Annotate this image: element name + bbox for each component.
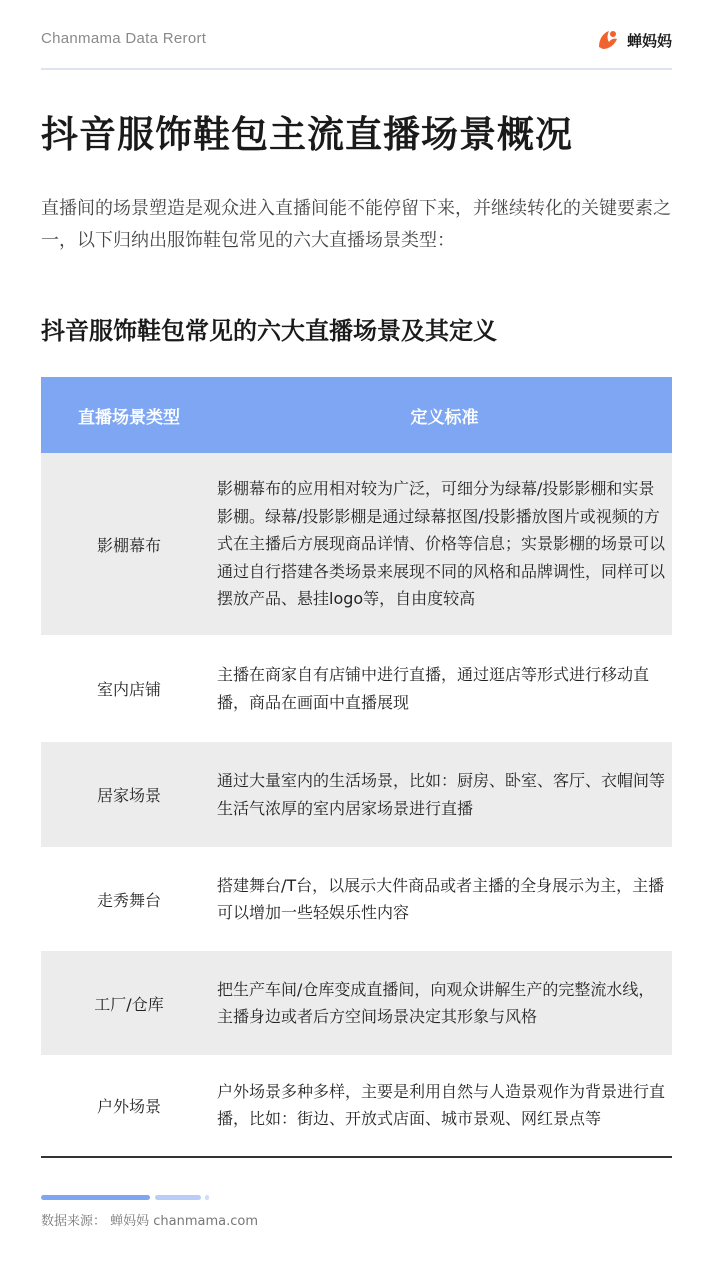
table-row — [41, 635, 672, 742]
scene-type: 走秀舞台 — [96, 890, 161, 910]
accent-bar — [205, 1195, 209, 1200]
scene-type: 户外场景 — [96, 1096, 161, 1116]
section-title: 抖音服饰鞋包常见的六大直播场景及其定义 — [41, 317, 497, 345]
table-row — [41, 951, 672, 1055]
data-source: 数据来源： 蝉妈妈 chanmama.com — [41, 1214, 259, 1229]
chanmama-logo-icon — [595, 27, 621, 53]
table-row — [41, 847, 672, 951]
logo-text: 蝉妈妈 — [626, 31, 672, 50]
accent-bar — [41, 1195, 150, 1200]
scene-type: 室内店铺 — [96, 680, 161, 699]
table-row — [41, 1055, 672, 1155]
scene-type: 工厂/仓库 — [94, 994, 164, 1014]
scene-definition: 通过大量室内的生活场景，比如：厨房、卧室、客厅、衣帽间等生活气浓厚的室内居家场景进行直播 — [217, 771, 666, 818]
header-definition: 定义标准 — [410, 407, 479, 428]
scene-definition: 户外场景多种多样，主要是利用自然与人造景观作为背景进行直播，比如：街边、开放式店面、城市景观、网红景点等 — [217, 1081, 666, 1128]
intro-paragraph: 直播间的场景塑造是观众进入直播间能不能停留下来，并继续转化的关键要素之一，以下归纳出服饰鞋包常见的六大直播场景类型： — [41, 198, 671, 251]
scene-definition: 把生产车间/仓库变成直播间，向观众讲解生产的完整流水线，主播身边或者后方空间场景决定其形象与风格 — [217, 979, 655, 1026]
table-header — [41, 377, 672, 453]
scene-type: 居家场景 — [96, 786, 161, 805]
scene-definition: 主播在商家自有店铺中进行直播，通过逛店等形式进行移动直播，商品在画面中直播展现 — [217, 665, 650, 712]
page-title: 抖音服饰鞋包主流直播场景概况 — [41, 113, 573, 156]
scene-definition: 影棚幕布的应用相对较为广泛，可细分为绿幕/投影影棚和实景影棚。绿幕/投影影棚是通过绿幕抠图/投影播放图片或视频的方式在主播后方展现商品详情、价格等信息；实景影棚的场景可以通过自行搭建各类场景来展现不同的风格和品牌调性，同样可以摆放产品、悬挂logo等，自由度较高 — [217, 479, 666, 609]
scene-type: 影棚幕布 — [96, 535, 161, 555]
header-scene-type: 直播场景类型 — [78, 407, 180, 428]
table-bottom-rule — [41, 1156, 672, 1158]
report-header — [41, 22, 672, 66]
header-divider — [41, 68, 672, 70]
chanmama-logo — [595, 26, 672, 54]
scene-table — [41, 377, 672, 1155]
accent-bar — [155, 1195, 201, 1200]
brand-text: Chanmama Data Rerort — [41, 30, 207, 47]
table-row — [41, 453, 672, 635]
table-row — [41, 742, 672, 847]
scene-definition: 搭建舞台/T台，以展示大件商品或者主播的全身展示为主，主播可以增加一些轻娱乐性内容 — [217, 875, 665, 922]
